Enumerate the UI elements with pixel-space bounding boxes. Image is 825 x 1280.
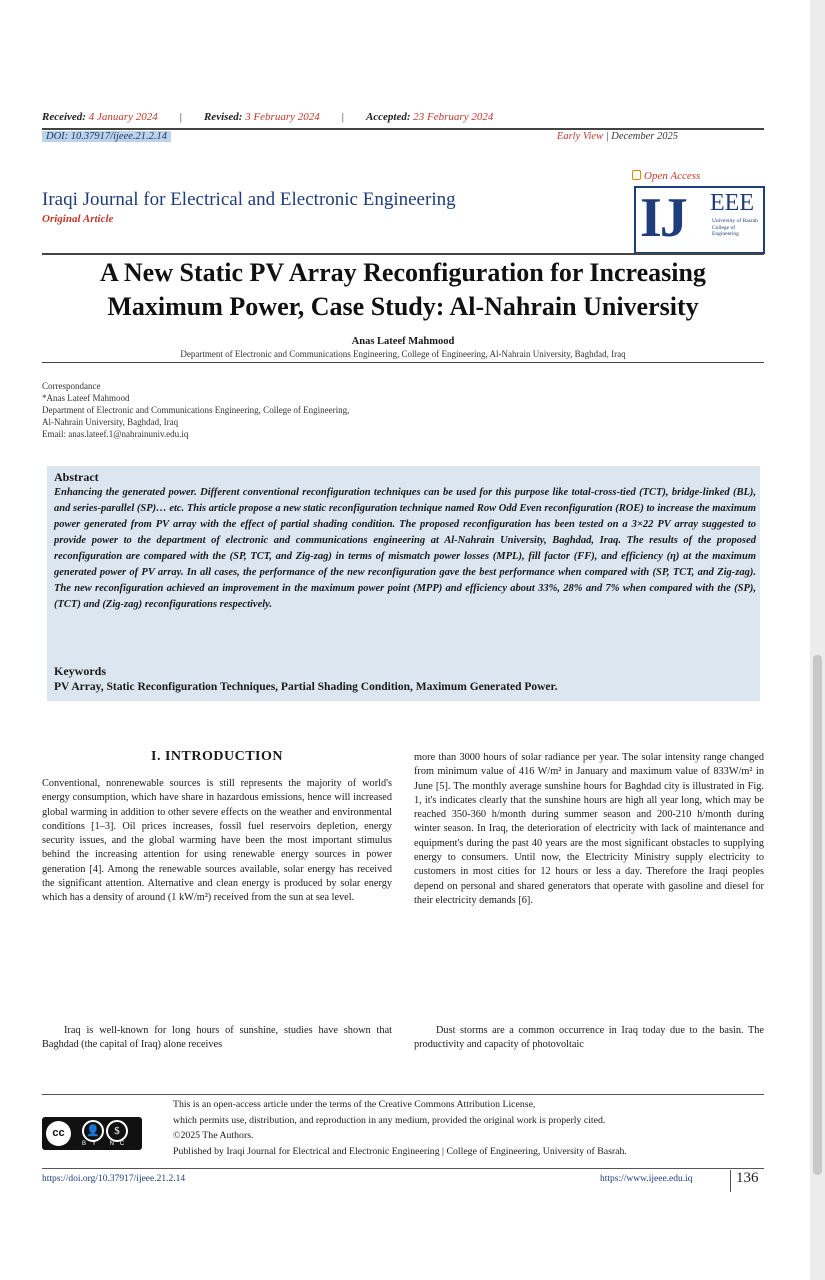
cc-by-label: BY NC [82,1141,131,1147]
footer-site-link[interactable]: https://www.ijeee.edu.iq [600,1174,693,1184]
separator: | [341,111,344,123]
body-paragraph: more than 3000 hours of solar radiance per year. The solar intensity range changed from minimum value of 416 W/m² in January and maximum value of 833W/m² in June [5]. The monthly average sunshine hours for Baghdad city is illustrated in Fig. 1, it's indicates clearly that the sunshine hours are high all year long, which may be reached 350-360 h/month during summer season and 200-210 h/month during winter season. In Iraq, the deterioration of electricity with lack of maintenance and equipment's during the past 40 years are the most significant obstacles to supplying energy to consumers. Until now, the Electricity Ministry supply electricity to customers in most cities for 12 hours or less a day. Therefore the Iraqi peoples depend on personal and shared generators that operate with gasoline and diesel for their electricity demands [6]. [414,752,764,906]
footer-rule [42,1094,764,1095]
abstract-heading: Abstract [54,470,99,484]
abstract-text: Enhancing the generated power. Different conventional reconfiguration techniques can be used for this purpose like total-cross-tied (TCT), bridge-linked (BL), and series-parallel (SP)… etc. This article propose a new static reconfiguration technique named Row Odd Even reconfiguration (ROE) to increase the maximum power generated from PV array with the effect of partial shading condition. The proposed reconfiguration has been tested on a 3×22 PV array suggested to provide power to the department of electronic and communications engineering at Al-Nahrain University, Baghdad, Iraq. The results of the proposed reconfiguration are compared with the (SP, TCT, and Zig-zag) in terms of mismatch power losses (MPL), fill factor (FF), and efficiency (η) at the maximum generated power of PV array. In all cases, the performance of the new reconfiguration gave the best performance when compared with (SP, TCT, and Zig-zag). The new reconfiguration achieved an improvement in the maximum power point (MPP) and efficiency about 33%, 28% and 7% when compared with the (SP), (TCT) and (Zig-zag) reconfigurations respectively. [54,487,756,610]
corr-dept: Department of Electronic and Communications Engineering, College of Engineering, [42,405,350,415]
affiliation-rule [42,362,764,363]
cc-license-badge[interactable] [42,1117,142,1150]
nc-icon: $ [106,1120,128,1142]
corr-name: *Anas Lateef Mahmood [42,393,130,403]
license-line: This is an open-access article under the terms of the Creative Commons Attribution License, [173,1099,536,1110]
doi-link[interactable]: DOI: 10.37917/ijeee.21.2.14 [42,131,171,142]
keywords-heading: Keywords [54,664,106,678]
paper-title: A New Static PV Array Reconfiguration for Increasing Maximum Power, Case Study: Al-Nahrain University [100,258,706,321]
logo-ij: IJ [640,187,686,249]
license-line: which permits use, distribution, and reproduction in any medium, provided the original work is properly cited. [173,1114,606,1126]
accepted-label: Accepted: [365,111,411,123]
author-name: Anas Lateef Mahmood [351,336,455,347]
license-text [173,1097,773,1159]
logo-sub: University of Basrah College of Engineering [712,218,758,237]
received-date: 4 January 2024 [88,111,158,123]
cc-icon: cc [46,1121,71,1146]
early-view-label: Early View [556,131,604,142]
corr-label: Correspondance [42,381,101,391]
received-label: Received: [42,111,86,123]
scroll-thumb[interactable] [813,655,822,1175]
body-paragraph: Iraq is well-known for long hours of sunshine, studies have shown that Baghdad (the capital of Iraq) alone receives [42,1025,392,1051]
corr-email[interactable]: Email: anas.lateef.1@nahrainuniv.edu.iq [42,429,189,439]
open-access [632,170,700,182]
section-title: I. INTRODUCTION [151,749,283,764]
by-icon: 👤 [82,1120,104,1142]
footer-bottom-rule [42,1168,764,1169]
revised-date: 3 February 2024 [245,111,320,123]
journal-name: Iraqi Journal for Electrical and Electronic Engineering [42,189,456,210]
body-paragraph: Dust storms are a common occurrence in Iraq today due to the basin. The productivity and capacity of photovoltaic [414,1025,764,1051]
revised-label: Revised: [203,111,243,123]
header-rule [42,128,764,130]
page-number: 136 [736,1170,759,1186]
logo-eee: EEE [710,190,754,216]
body-paragraph: Conventional, nonrenewable sources is still represents the majority of world's energy consumption, which have share in hazardous emissions, hence will increased global warming in addition to other severe effects on the weather and environmental conditions [1–3]. Oil prices increases, fossil fuel reservoirs depletion, energy security issues, and the global warming have been the most important stimulus behind the increasing attention for using renewable energy sources in power generation [4]. Among the renewable sources available, solar energy has received the significant attention. Alternative and clean energy is produced by solar energy which has a density of around (1 kW/m²) received from the sun at sea level. [42,778,392,904]
license-line: Published by Iraqi Journal for Electrical and Electronic Engineering | College of Engineering, University of Basrah. [173,1145,627,1157]
separator: | [179,111,182,123]
early-view-date: | December 2025 [605,131,678,142]
article-type: Original Article [42,213,114,225]
scrollbar[interactable] [810,0,825,1280]
accepted-date: 23 February 2024 [413,111,494,123]
author-affiliation: Department of Electronic and Communications Engineering, College of Engineering, Al-Nahrain University, Baghdad, Iraq [180,349,626,359]
license-line: ©2025 The Authors. [173,1130,254,1141]
abstract-box [47,466,760,701]
correspondence [42,380,349,440]
early-view [557,131,678,142]
journal-logo [634,186,765,254]
keywords-text: PV Array, Static Reconfiguration Techniques, Partial Shading Condition, Maximum Generated Power. [54,681,558,693]
dates-line [42,111,764,123]
footer-divider [730,1170,731,1192]
footer-doi-link[interactable]: https://doi.org/10.37917/ijeee.21.2.14 [42,1174,186,1184]
lock-icon [632,170,641,180]
corr-univ: Al-Nahrain University, Baghdad, Iraq [42,417,179,427]
title-rule [42,253,764,255]
open-access-label: Open Access [644,170,701,182]
